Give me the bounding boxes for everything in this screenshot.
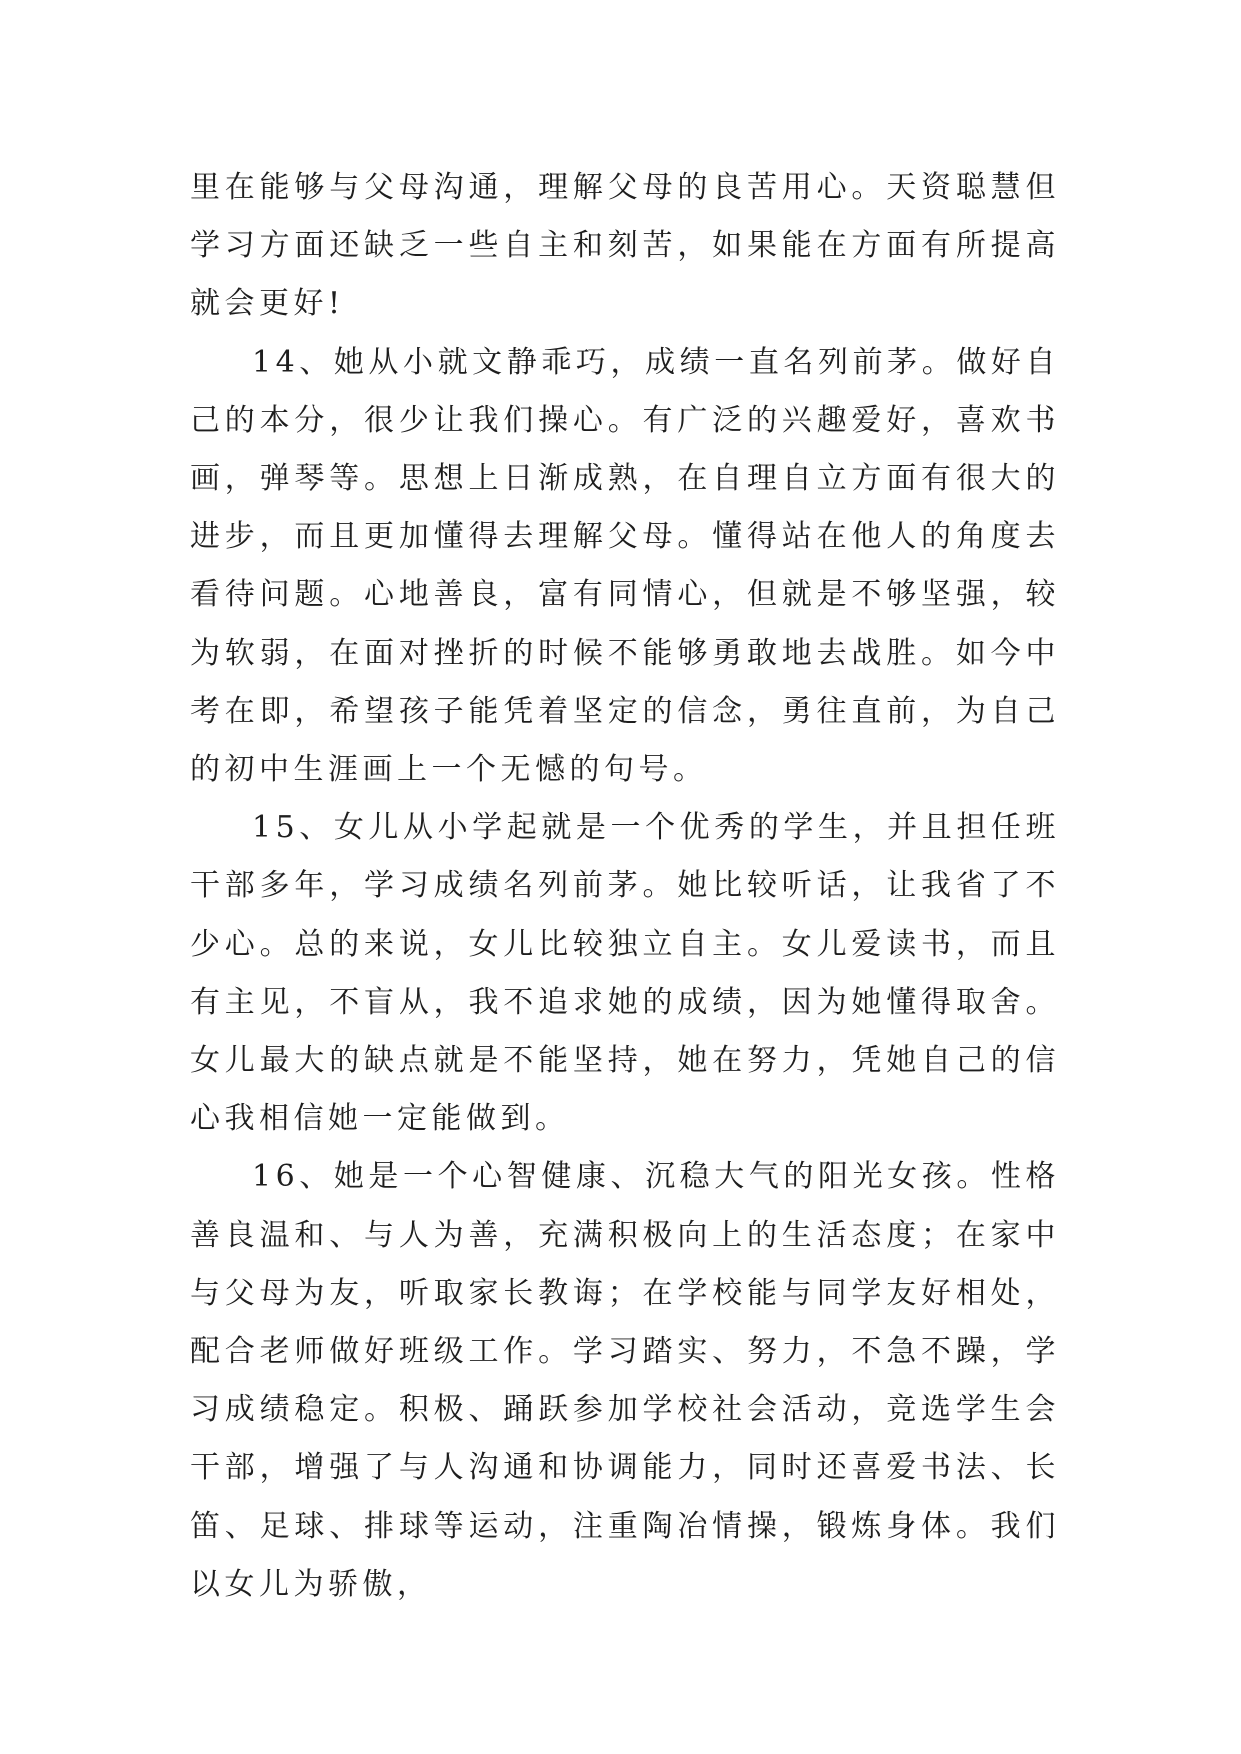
paragraph-16: 16、她是一个心智健康、沉稳大气的阳光女孩。性格善良温和、与人为善，充满积极向上的生活态度；在家中与父母为友，听取家长教诲；在学校能与同学友好相处，配合老师做好班级工作。学习踏实、努力，不急不躁，学习成绩稳定。积极、踊跃参加学校社会活动，竞选学生会干部，增强了与人沟通和协调能力，同时还喜爱书法、长笛、足球、排球等运动，注重陶冶情操，锻炼身体。我们以女儿为骄傲，: [190, 1159, 1060, 1602]
document-body: [190, 159, 1060, 1614]
paragraph-15: 15、女儿从小学起就是一个优秀的学生，并且担任班干部多年，学习成绩名列前茅。她比较听话，让我省了不少心。总的来说，女儿比较独立自主。女儿爱读书，而且有主见，不盲从，我不追求她的成绩，因为她懂得取舍。女儿最大的缺点就是不能坚持，她在努力，凭她自己的信心我相信她一定能做到。: [190, 810, 1060, 1137]
paragraph-14: 14、她从小就文静乖巧，成绩一直名列前茅。做好自己的本分，很少让我们操心。有广泛的兴趣爱好，喜欢书画，弹琴等。思想上日渐成熟，在自理自立方面有很大的进步，而且更加懂得去理解父母。懂得站在他人的角度去看待问题。心地善良，富有同情心，但就是不够坚强，较为软弱，在面对挫折的时候不能够勇敢地去战胜。如今中考在即，希望孩子能凭着坚定的信念，勇往直前，为自己的初中生涯画上一个无憾的句号。: [190, 344, 1060, 788]
paragraph-continuation: 里在能够与父母沟通，理解父母的良苦用心。天资聪慧但学习方面还缺乏一些自主和刻苦，如果能在方面有所提高就会更好!: [190, 170, 1060, 322]
